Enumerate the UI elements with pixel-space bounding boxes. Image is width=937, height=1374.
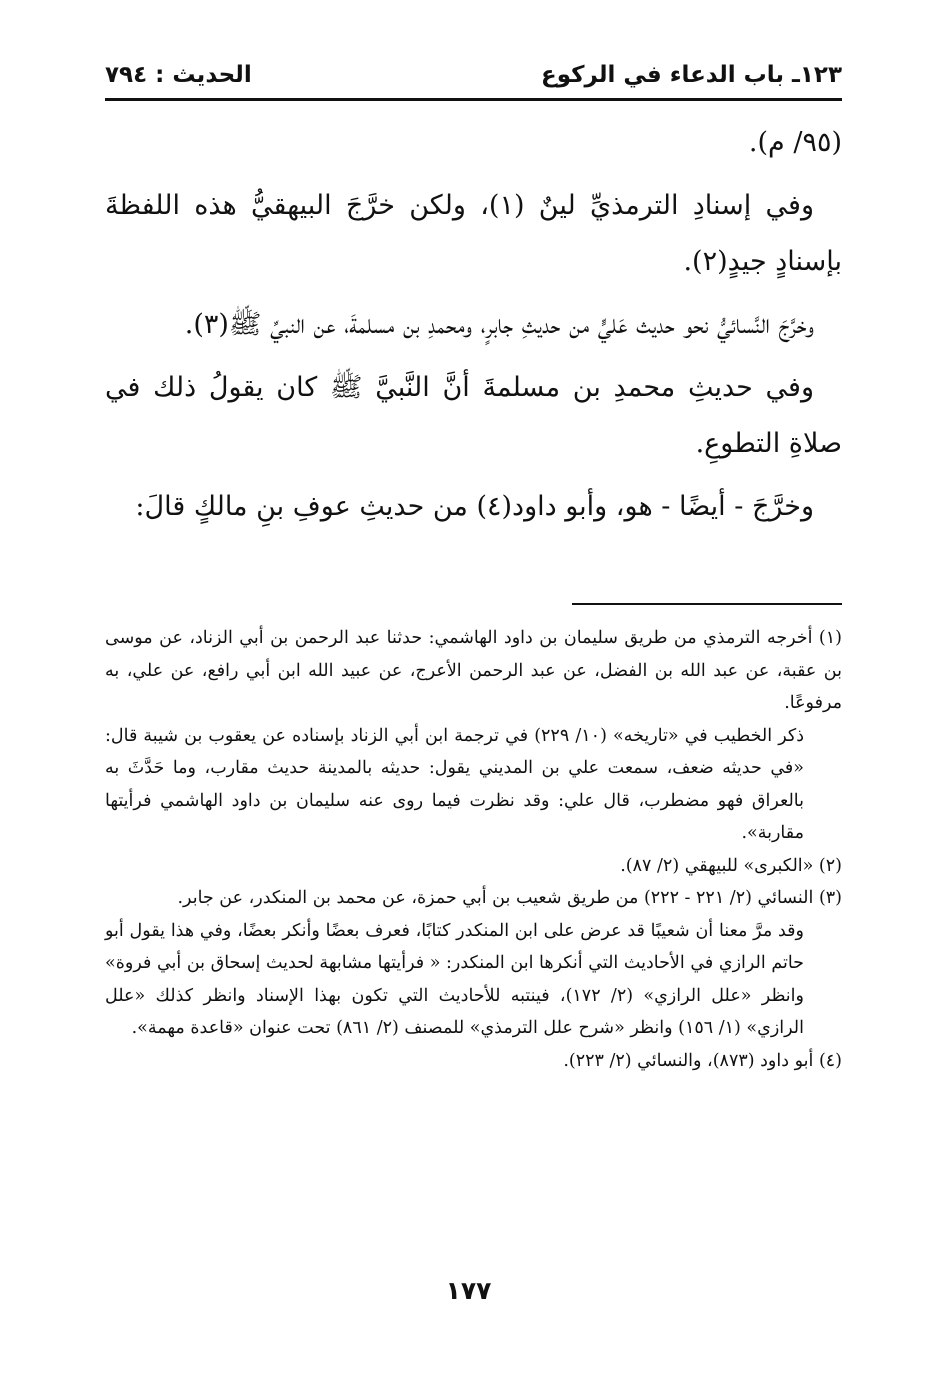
footnote-separator	[572, 603, 842, 605]
main-paragraph: وخرَّجَ - أيضًا - هو، وأبو داود(٤) من حديثِ عوفِ بنِ مالكٍ قالَ:	[135, 491, 814, 522]
header-rule	[105, 98, 842, 101]
footnote-2: (٢) «الكبرى» للبيهقي (٢/ ٨٧).	[620, 855, 842, 876]
footnotes	[105, 622, 842, 1077]
footnote-1: (١) أخرجه الترمذي من طريق سليمان بن داود الهاشمي: حدثنا عبد الرحمن بن أبي الزناد، عن موسى بن عقبة، عن عبد الله بن الفضل، عن عبد الرحمن الأعرج، عن عبيد الله ابن أبي رافع، عن علي، به مرفوعًا.	[105, 628, 842, 713]
footnote-4: (٤) أبو داود (٨٧٣)، والنسائي (٢/ ٢٢٣).	[563, 1050, 842, 1071]
main-paragraph: وفي حديثِ محمدِ بن مسلمةَ أنَّ النَّبيَّ ﷺ كان يقولُ ذلك في صلاةِ التطوعِ.	[105, 372, 842, 459]
page-number: ١٧٧	[445, 1276, 492, 1305]
running-header	[105, 62, 842, 100]
main-paragraph: (٩٥/ م).	[748, 127, 842, 158]
main-paragraph: وفي إسنادِ الترمذيِّ لينٌ (١)، ولكن خرَّجَ البيهقيُّ هذه اللفظةَ بإسنادٍ جيدٍ(٢).	[105, 190, 842, 277]
main-text	[105, 115, 842, 542]
main-paragraph: وخرَّجَ النَّسائيُّ نحو حديث عَليٍّ من حديثِ جابرٍ، ومحمدِ بن مسلمةَ، عن النبيِّ ﷺ(٣).	[184, 309, 814, 340]
footnote-1-comment: ذكر الخطيب في «تاريخه» (١٠/ ٢٢٩) في ترجمة ابن أبي الزناد بإسناده عن يعقوب بن شيبة قال: «في حديثه ضعف، سمعت علي بن المديني يقول: حديثه بالمدينة حديث مقارب، وما حَدَّثَ به بالعراق فهو مضطرب، قال علي: وقد نظرت فيما روى عنه سليمان بن داود الهاشمي فرأيتها مقاربة».	[105, 725, 804, 843]
footnote-3: (٣) النسائي (٢/ ٢٢١ - ٢٢٢) من طريق شعيب بن أبي حمزة، عن محمد بن المنكدر، عن جابر.	[177, 888, 842, 908]
chapter-title: ١٢٣ـ باب الدعاء في الركوع	[541, 62, 842, 88]
footnote-3-comment: وقد مرَّ معنا أن شعيبًا قد عرض على ابن المنكدر كتابًا، فعرف بعضًا وأنكر بعضًا، وفي هذا يقول أبو حاتم الرازي في الأحاديث التي أنكرها ابن المنكدر: « فرأيتها مشابهة لحديث إسحاق بن أبي فروة» وانظر «علل الرازي» (٢/ ١٧٢)، فينتبه للأحاديث التي تكون بهذا الإسناد وانظر كذلك «علل الرازي» (١/ ١٥٦) وانظر «شرح علل الترمذي» للمصنف (٢/ ٨٦١) تحت عنوان «قاعدة مهمة».	[105, 920, 804, 1038]
hadith-number: الحديث : ٧٩٤	[105, 62, 252, 88]
